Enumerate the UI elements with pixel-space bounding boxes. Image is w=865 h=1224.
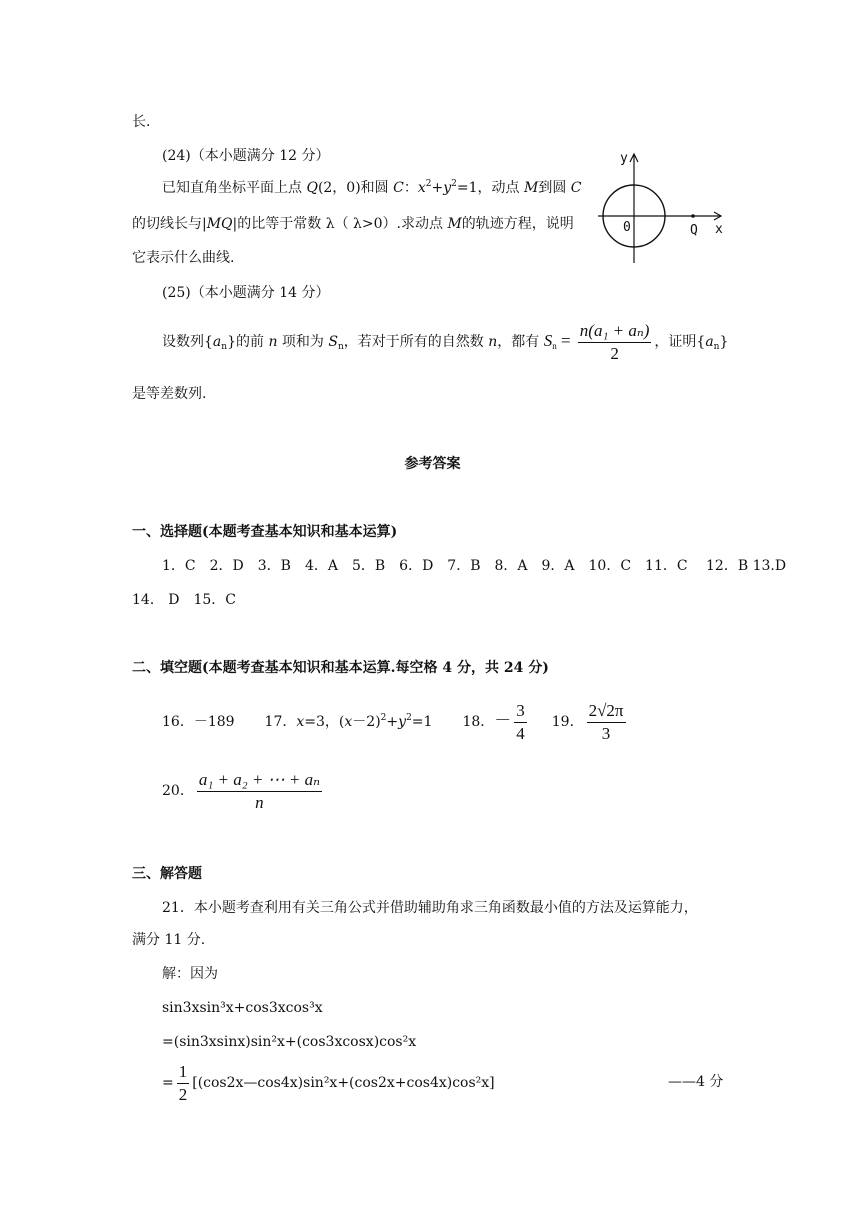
equation-3: = $\frac{1}{2}$ [(cos2x—cos4x)sin²x+(cos2x+cos4x)cos²x] — [162, 1061, 495, 1104]
answers-title: 参考答案 — [404, 456, 461, 472]
problem-25-header: (25)（本小题满分 14 分） — [162, 285, 330, 301]
q21-description-line1: 21．本小题考查利用有关三角公式并借助辅助角求三角函数最小值的方法及运算能力， — [162, 900, 698, 916]
section-2-heading: 二、填空题(本题考查基本知识和基本运算.每空格 4 分，共 24 分) — [132, 660, 549, 676]
equation-2: =(sin3xsinx)sin²x+(cos3xcosx)cos²x — [162, 1034, 417, 1050]
answer-20: 20． $\frac{\text{a₁ + a₂ + ⋯ + aₙ}}{n}$ — [162, 769, 320, 812]
answer-18: 18．－ $\frac{3}{4}$ — [462, 700, 525, 743]
x-axis-label: x — [715, 222, 723, 237]
problem-25-line1: 设数列$\{a_n\}$的前 n 项和为 $S_n$，若对于所有的自然数 n，都有 $S_n$ = $\frac{\text{n(a₁ + aₙ)}}{2}$ ，证明$\{a_n\}$ — [162, 320, 729, 363]
point-q — [691, 214, 695, 218]
circle-figure — [590, 145, 740, 270]
q-label: Q — [690, 223, 698, 238]
fill-answers-line1 — [162, 696, 629, 747]
choice-answers-line2: 14． D 15．C — [132, 592, 237, 608]
score-4: ——4 分 — [668, 1074, 724, 1090]
section-3-heading: 三、解答题 — [132, 866, 202, 882]
q21-solution-label: 解：因为 — [162, 966, 218, 982]
problem-24-line1: 已知直角坐标平面上点 Q(2，0)和圆 C：$x^2+y^2=1$，动点 M到圆 C — [162, 179, 582, 196]
section-1-heading: 一、选择题(本题考查基本知识和基本运算) — [132, 524, 398, 540]
problem-24-line2: 的切线长与|MQ|的比等于常数 λ（ λ>0）.求动点 M的轨迹方程，说明 — [132, 216, 574, 232]
equation-1: sin3xsin³x+cos3xcos³x — [162, 1000, 323, 1016]
sn-formula: $S_n$ = $\frac{\text{n(a₁ + aₙ)}}{2}$ — [543, 320, 650, 363]
problem-25-last: 是等差数列. — [132, 386, 207, 402]
answer-16: 16．－189 — [162, 714, 235, 730]
choice-answers-line1: 1．C 2．D 3．B 4．A 5．B 6．D 7．B 8．A 9．A 10．C 11．C 12．B 13.D — [162, 558, 787, 574]
answer-19: 19． $\frac{2√2\pi}{3}$ — [551, 700, 624, 743]
origin-label: 0 — [623, 220, 631, 235]
problem-24-line3: 它表示什么曲线. — [132, 250, 235, 266]
continued-text: 长. — [132, 114, 151, 130]
y-axis-label: y — [620, 151, 628, 166]
q21-description-line2: 满分 11 分. — [132, 932, 206, 948]
problem-24-header: (24)（本小题满分 12 分） — [162, 148, 330, 164]
answer-17: 17．x=3，$(x-2)^2+y^2=1$ — [264, 713, 433, 730]
